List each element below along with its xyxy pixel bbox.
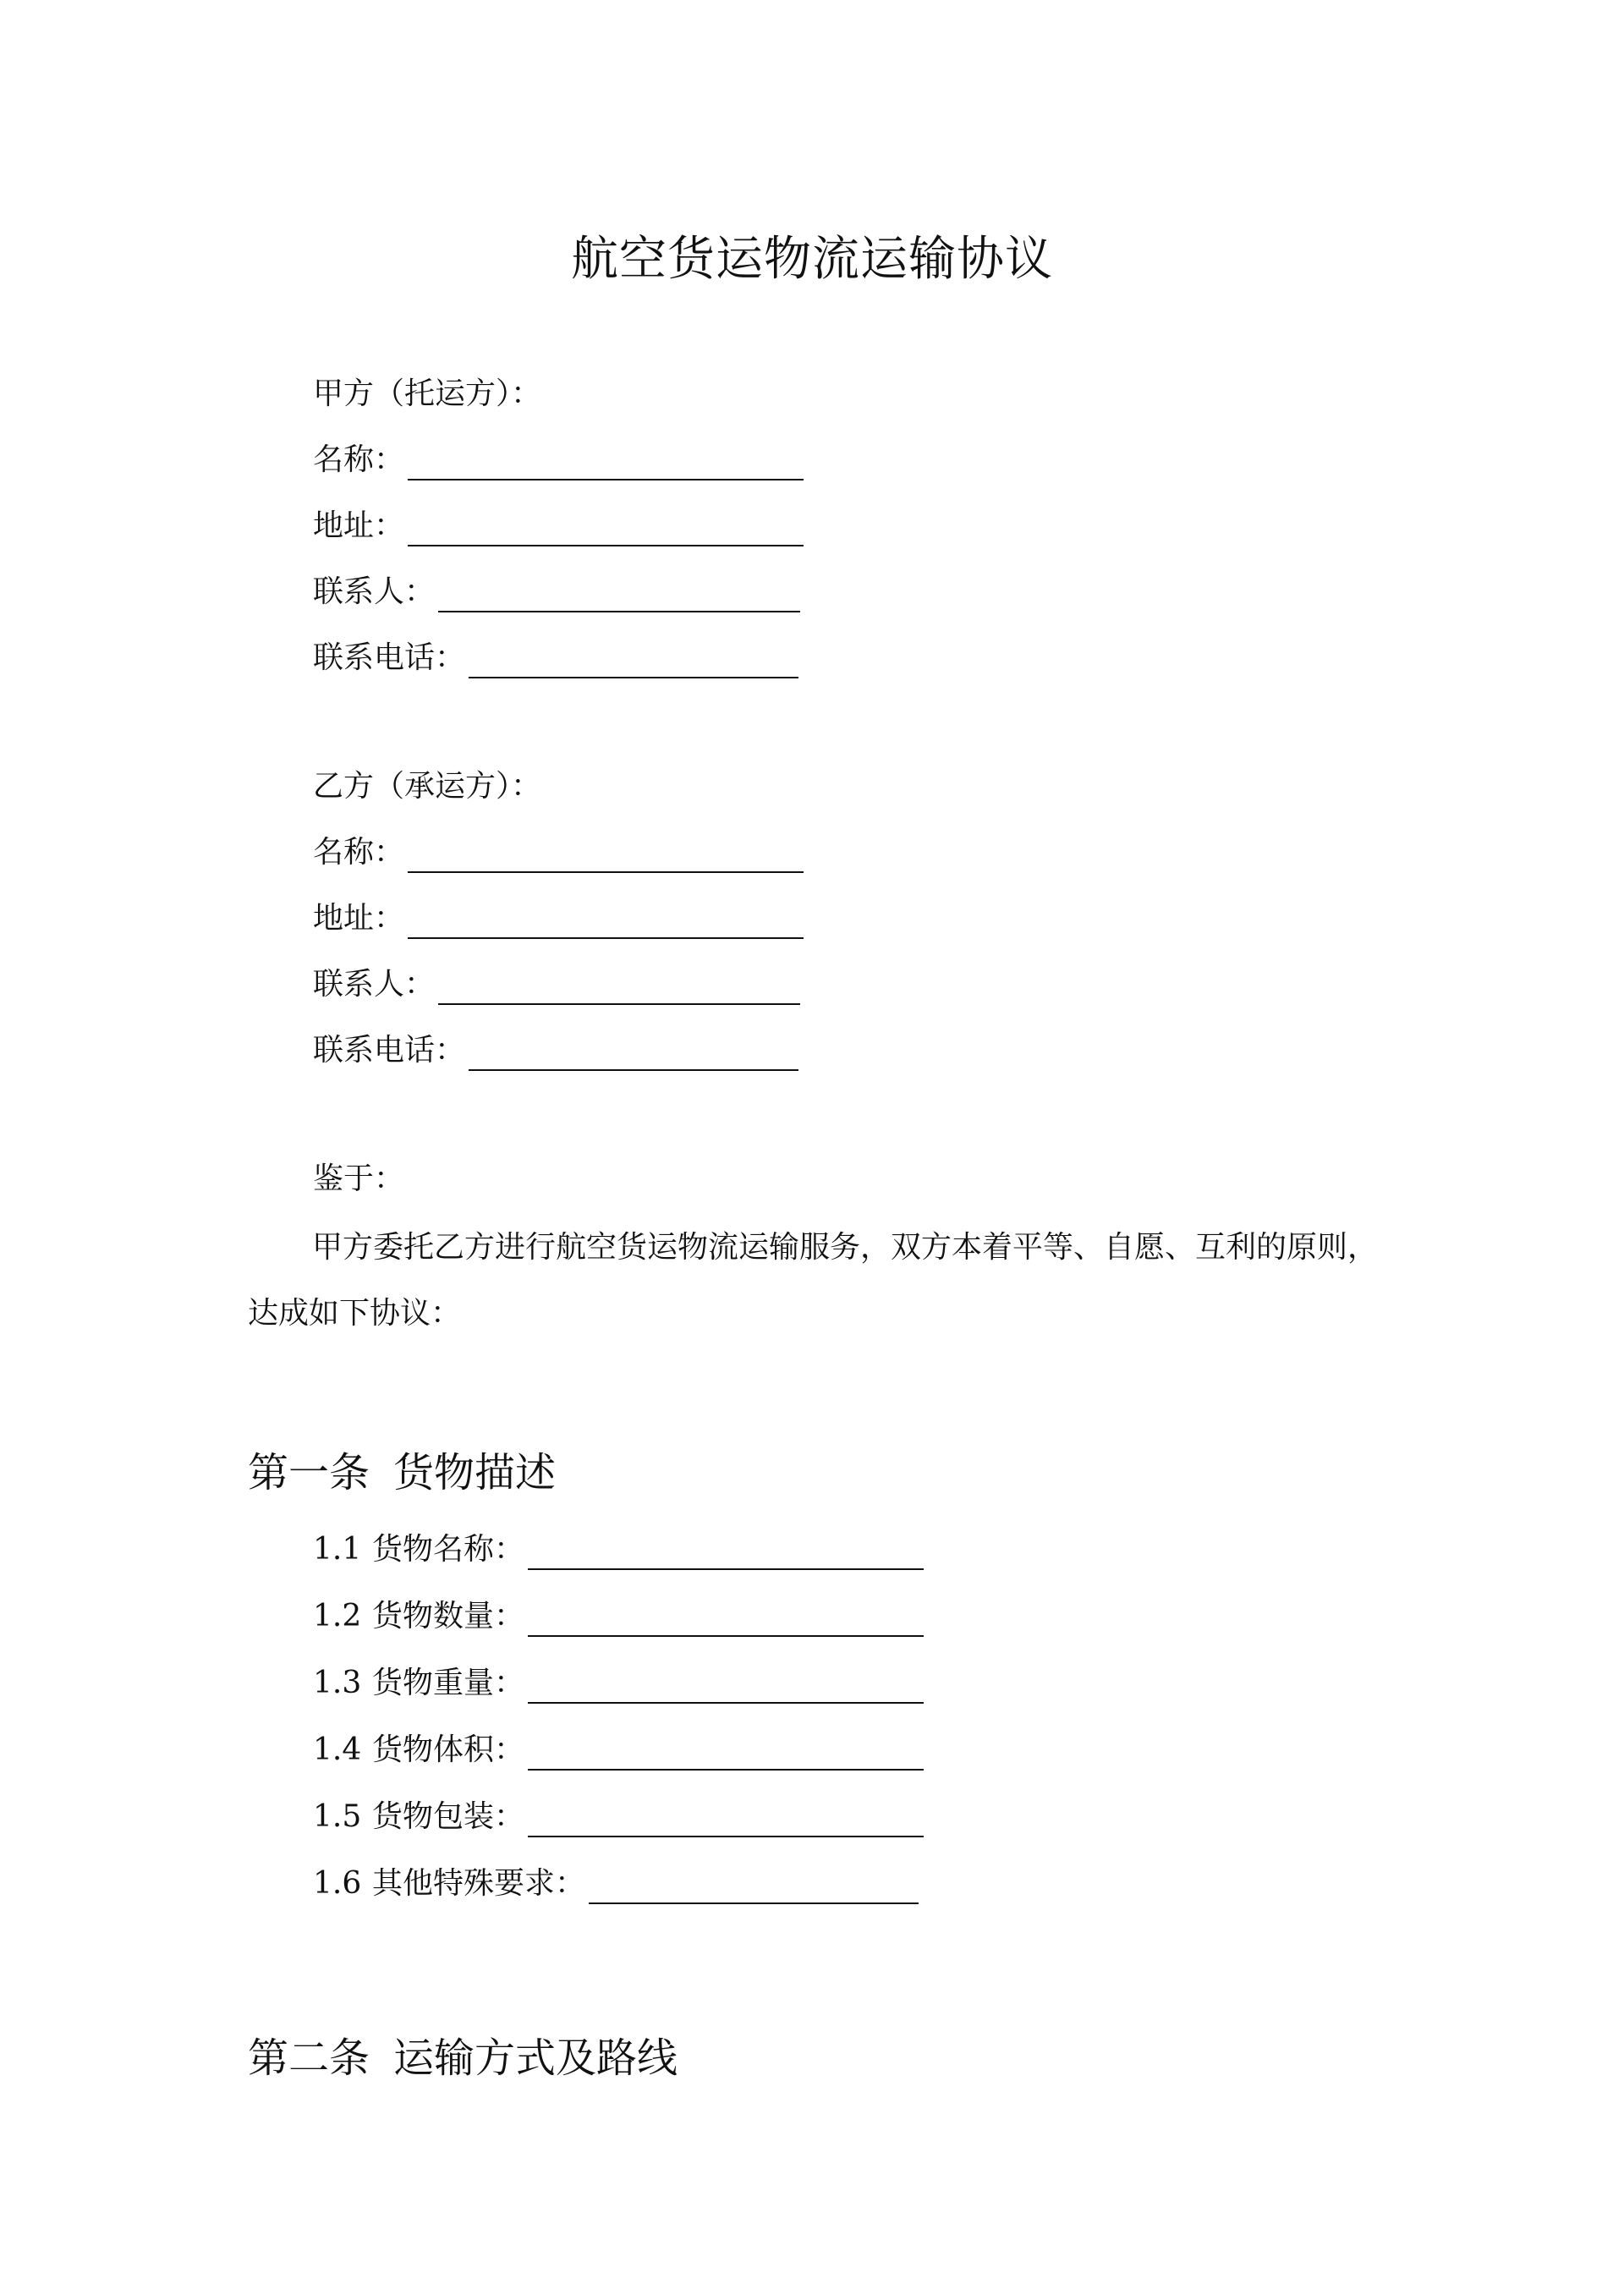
party-b-address-line bbox=[313, 898, 804, 939]
article-1-title: 货物描述 bbox=[393, 1449, 557, 1496]
item-number: 1.6 bbox=[313, 1866, 362, 1901]
article-1-item bbox=[313, 1864, 919, 1904]
item-label: 货物名称： bbox=[372, 1532, 525, 1567]
item-label: 货物体积： bbox=[372, 1732, 525, 1767]
item-label: 其他特殊要求： bbox=[372, 1866, 586, 1901]
party-b-name-line bbox=[313, 832, 804, 873]
party-b-contact-blank[interactable] bbox=[438, 969, 800, 1005]
article-2-title: 运输方式及路线 bbox=[393, 2034, 678, 2082]
article-1-item bbox=[313, 1529, 924, 1570]
party-b-phone-label: 联系电话： bbox=[313, 1033, 466, 1068]
party-b-name-label: 名称： bbox=[313, 835, 405, 870]
party-a-contact-line bbox=[313, 572, 800, 612]
whereas-label-line bbox=[313, 1159, 404, 1200]
party-a-address-blank[interactable] bbox=[408, 511, 804, 546]
article-2-heading bbox=[248, 2025, 678, 2084]
item-number: 1.3 bbox=[313, 1666, 362, 1700]
article-1-item bbox=[313, 1730, 924, 1771]
party-b-address-blank[interactable] bbox=[408, 903, 804, 939]
party-b-address-label: 地址： bbox=[313, 901, 405, 936]
party-a-address-line bbox=[313, 506, 804, 546]
party-b-header bbox=[313, 766, 541, 807]
party-a-address-label: 地址： bbox=[313, 508, 405, 543]
party-b-contact-line bbox=[313, 964, 800, 1005]
article-1-number: 第一条 bbox=[248, 1449, 370, 1496]
item-label: 货物重量： bbox=[372, 1666, 525, 1700]
article-1-item bbox=[313, 1663, 924, 1704]
party-a-header bbox=[313, 374, 541, 415]
item-number: 1.1 bbox=[313, 1532, 362, 1567]
goods-volume-blank[interactable] bbox=[528, 1735, 924, 1771]
party-a-contact-blank[interactable] bbox=[438, 577, 800, 612]
item-label: 货物包装： bbox=[372, 1799, 525, 1834]
party-a-phone-blank[interactable] bbox=[469, 643, 798, 678]
party-a-phone-line bbox=[313, 638, 798, 678]
item-number: 1.2 bbox=[313, 1599, 362, 1633]
article-1-heading bbox=[248, 1440, 556, 1498]
article-2-number: 第二条 bbox=[248, 2034, 370, 2082]
party-b-name-blank[interactable] bbox=[408, 837, 804, 873]
party-b-phone-line bbox=[313, 1030, 798, 1071]
article-1-item bbox=[313, 1797, 924, 1837]
goods-weight-blank[interactable] bbox=[528, 1668, 924, 1704]
whereas-paragraph: 甲方委托乙方进行航空货运物流运输服务，双方本着平等、自愿、互利的原则，达成如下协议： bbox=[248, 1230, 1379, 1331]
party-a-contact-label: 联系人： bbox=[313, 574, 436, 609]
item-number: 1.5 bbox=[313, 1799, 362, 1834]
goods-name-blank[interactable] bbox=[528, 1535, 924, 1570]
article-1-item bbox=[313, 1596, 924, 1637]
item-label: 货物数量： bbox=[372, 1599, 525, 1633]
party-a-name-label: 名称： bbox=[313, 442, 405, 477]
document-title: 航空货运物流运输协议 bbox=[571, 232, 1053, 287]
party-a-name-blank[interactable] bbox=[408, 445, 804, 480]
goods-quantity-blank[interactable] bbox=[528, 1601, 924, 1637]
party-b-contact-label: 联系人： bbox=[313, 967, 436, 1002]
party-a-phone-label: 联系电话： bbox=[313, 640, 466, 675]
party-a-name-line bbox=[313, 440, 804, 480]
party-b-phone-blank[interactable] bbox=[469, 1035, 798, 1071]
party-a-header-text: 甲方（托运方）： bbox=[313, 376, 542, 411]
item-number: 1.4 bbox=[313, 1732, 362, 1767]
goods-packaging-blank[interactable] bbox=[528, 1802, 924, 1837]
whereas-label: 鉴于： bbox=[313, 1161, 405, 1196]
special-requirements-blank[interactable] bbox=[589, 1869, 919, 1904]
party-b-header-text: 乙方（承运方）： bbox=[313, 769, 542, 804]
